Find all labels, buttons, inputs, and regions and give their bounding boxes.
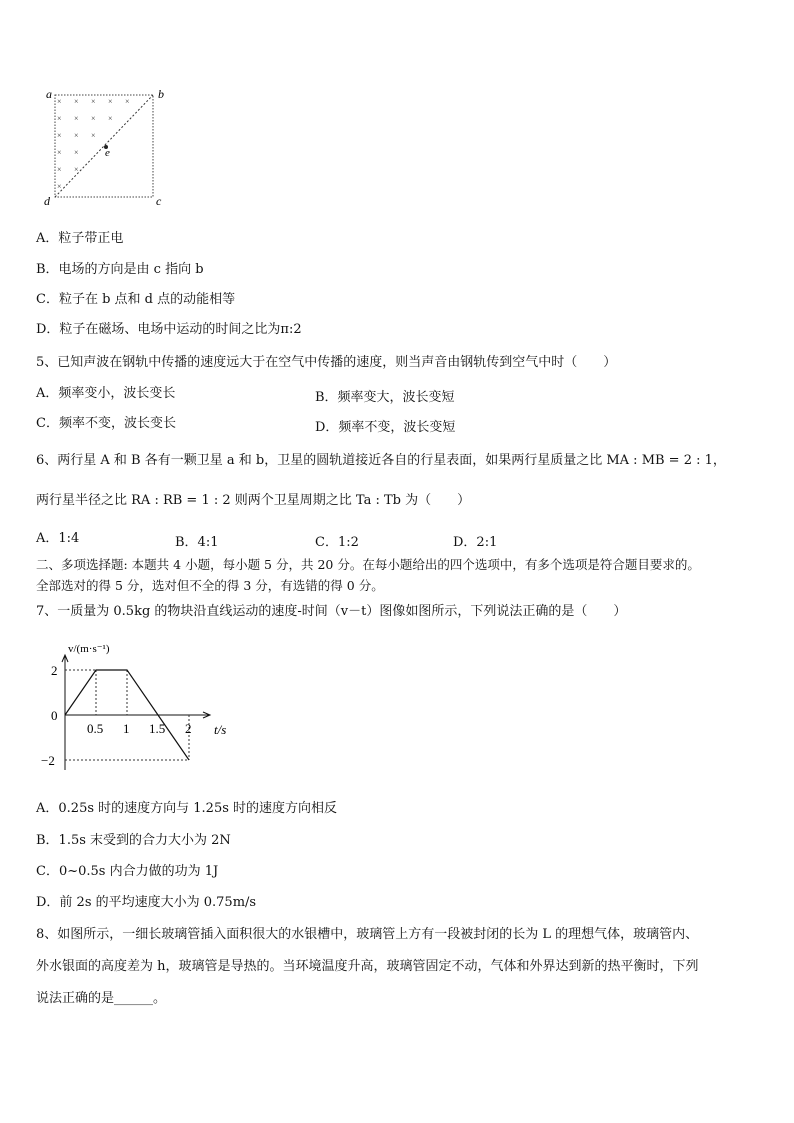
- field-cross: ×: [125, 97, 130, 106]
- q7-option-a: A．0.25s 时的速度方向与 1.25s 时的速度方向相反: [36, 801, 338, 816]
- field-cross: ×: [108, 114, 113, 123]
- q8-line2: 外水银面的高度差为 h，玻璃管是导热的。当环境温度升高，玻璃管固定不动，气体和外界达到新的热平衡时，下列: [36, 959, 699, 974]
- vt-y-tick: −2: [41, 753, 55, 768]
- field-cross: ×: [91, 131, 96, 140]
- vt-ylabel: v/(m·s⁻¹): [68, 643, 110, 655]
- field-cross: ×: [57, 148, 62, 157]
- field-cross: ×: [74, 97, 79, 106]
- vt-y-tick: 2: [51, 663, 58, 678]
- field-cross: ×: [74, 131, 79, 140]
- q6-option-a: A．1:4: [36, 531, 80, 546]
- q6-line1: 6、两行星 A 和 B 各有一颗卫星 a 和 b，卫星的圆轨道接近各自的行星表面，如果两行星质量之比 MA : MB = 2 : 1，: [36, 453, 726, 468]
- q7-stem: 7、一质量为 0.5kg 的物块沿直线运动的速度-时间（v－t）图像如图所示，下列说法正确的是（ ）: [36, 604, 627, 619]
- vt-chart: [38, 636, 248, 776]
- q5-stem: 5、已知声波在钢轨中传播的速度远大于在空气中传播的速度，则当声音由钢轨传到空气中时（ ）: [36, 355, 617, 370]
- q8-line1: 8、如图所示，一细长玻璃管插入面积很大的水银槽中，玻璃管上方有一段被封闭的长为 L 的理想气体，玻璃管内、: [36, 927, 699, 942]
- section2-line2: 全部选对的得 5 分，选对但不全的得 3 分，有选错的得 0 分。: [36, 578, 384, 593]
- field-cross: ×: [57, 165, 62, 174]
- q4-option-b: B．电场的方向是由 c 指向 b: [36, 262, 204, 277]
- point-e-label: e: [105, 147, 110, 159]
- q7-option-d: D．前 2s 的平均速度大小为 0.75m/s: [36, 895, 257, 910]
- q5-option-c: C．频率不变，波长变长: [36, 416, 176, 431]
- corner-b-label: b: [158, 87, 164, 101]
- vt-axes: [62, 655, 210, 770]
- field-cross: ×: [57, 131, 62, 140]
- vt-x-tick: 1: [123, 721, 130, 736]
- field-cross: ×: [74, 114, 79, 123]
- corner-c-label: c: [156, 194, 162, 208]
- field-cross: ×: [74, 165, 79, 174]
- vt-x-tick: 2: [185, 721, 192, 736]
- q5-option-b: B．频率变大，波长变短: [315, 390, 455, 405]
- q6-line2: 两行星半径之比 RA : RB = 1 : 2 则两个卫星周期之比 Ta : Tb 为（ ）: [36, 493, 471, 508]
- field-cross: ×: [74, 148, 79, 157]
- q5-option-a: A．频率变小，波长变长: [36, 386, 176, 401]
- q4-option-a: A．粒子带正电: [36, 231, 124, 246]
- vt-y-tick: 0: [51, 708, 58, 723]
- q6-option-b: B．4:1: [175, 535, 219, 550]
- corner-a-label: a: [46, 87, 52, 101]
- vt-x-tick: 0.5: [87, 721, 104, 736]
- vt-x-tick: 1.5: [149, 721, 166, 736]
- q6-option-c: C．1:2: [315, 535, 359, 550]
- q5-option-d: D．频率不变，波长变短: [315, 420, 456, 435]
- field-cross: ×: [91, 114, 96, 123]
- field-cross: ×: [91, 97, 96, 106]
- vt-xlabel: t/s: [214, 722, 227, 737]
- field-cross: ×: [57, 182, 62, 191]
- field-cross: ×: [57, 114, 62, 123]
- q4-option-d: D．粒子在磁场、电场中运动的时间之比为π:2: [36, 322, 302, 337]
- q7-option-b: B．1.5s 末受到的合力大小为 2N: [36, 833, 231, 848]
- corner-d-label: d: [44, 194, 50, 208]
- q7-option-c: C．0~0.5s 内合力做的功为 1J: [36, 864, 219, 879]
- field-crosses: [57, 97, 130, 191]
- section2-line1: 二、多项选择题: 本题共 4 小题，每小题 5 分，共 20 分。在每小题给出的四个选项中，有多个选项是符合题目要求的。: [36, 557, 700, 572]
- q8-line3: 说法正确的是______。: [36, 991, 167, 1006]
- q6-option-d: D．2:1: [453, 535, 498, 550]
- field-cross: ×: [57, 97, 62, 106]
- square-field-figure: [38, 84, 173, 208]
- q4-option-c: C．粒子在 b 点和 d 点的动能相等: [36, 292, 236, 307]
- field-cross: ×: [108, 97, 113, 106]
